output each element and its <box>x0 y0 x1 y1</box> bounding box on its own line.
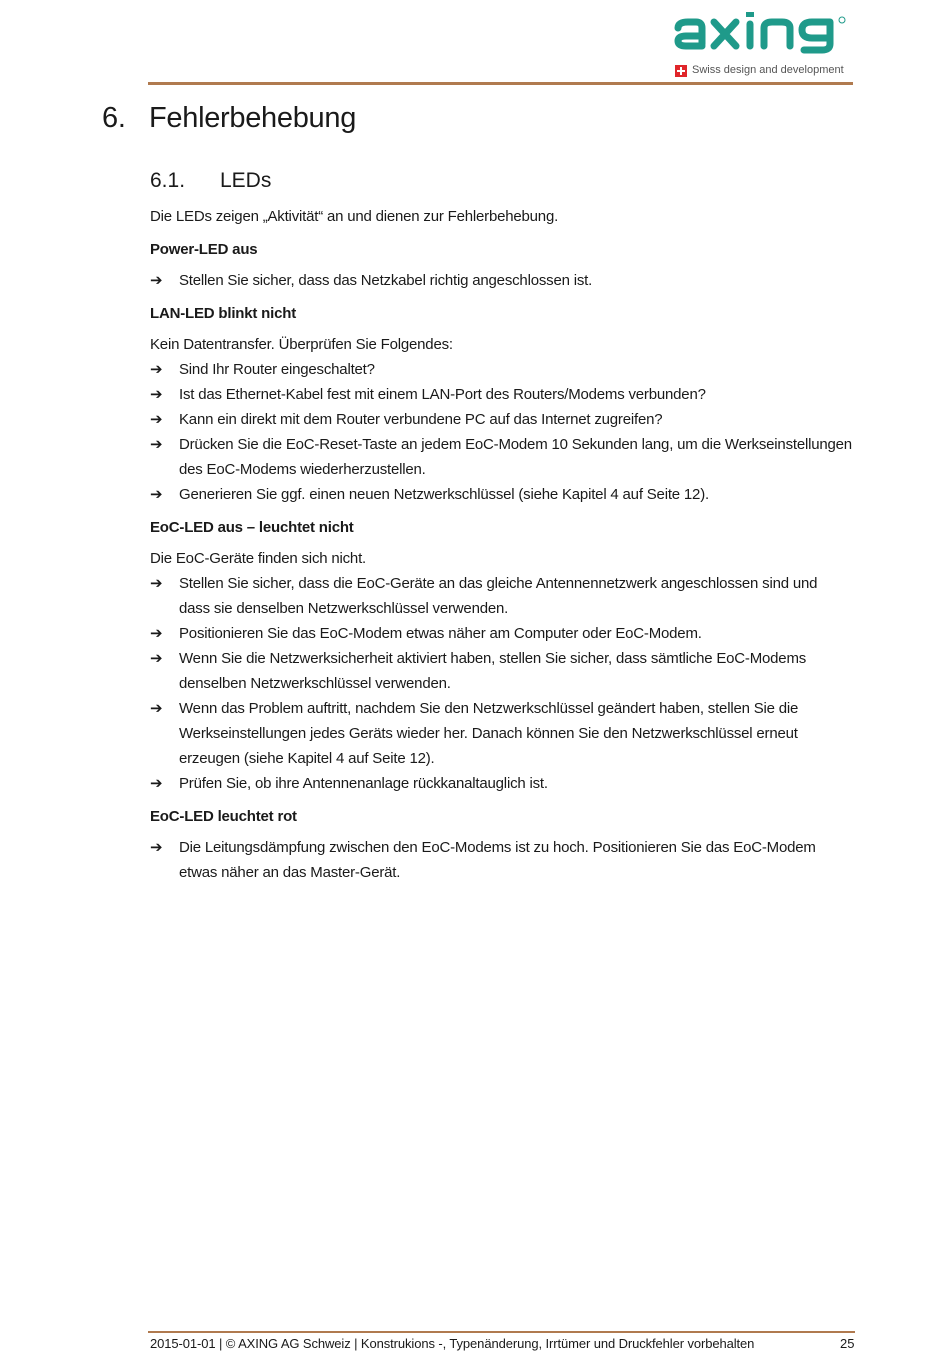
list-item: ➔ Sind Ihr Router eingeschaltet? <box>150 357 852 382</box>
section-title: LEDs <box>220 169 272 192</box>
subheading-power-led: Power-LED aus <box>150 241 258 258</box>
list-item: ➔ Prüfen Sie, ob ihre Antennenanlage rückkanaltauglich ist. <box>150 771 852 796</box>
section-heading <box>150 169 271 193</box>
arrow-right-icon: ➔ <box>150 436 163 453</box>
chapter-title: Fehlerbehebung <box>149 102 357 134</box>
arrow-right-icon: ➔ <box>150 575 163 592</box>
arrow-right-icon: ➔ <box>150 700 163 717</box>
list-item: ➔ Wenn das Problem auftritt, nachdem Sie den Netzwerkschlüssel geändert haben, stellen Sie die Werkseinstellungen jedes Geräts wieder her. Danach können Sie den Netzwerkschlüssel erneut erzeugen (siehe Kapitel 4 auf Seite 12). <box>150 696 852 771</box>
subheading-eoc-led-red: EoC-LED leuchtet rot <box>150 808 297 825</box>
company-logo <box>672 10 856 76</box>
arrow-right-icon: ➔ <box>150 361 163 378</box>
arrow-right-icon: ➔ <box>150 486 163 503</box>
arrow-right-icon: ➔ <box>150 411 163 428</box>
arrow-right-icon: ➔ <box>150 386 163 403</box>
arrow-right-icon: ➔ <box>150 650 163 667</box>
page-number: 25 <box>840 1336 855 1351</box>
list-item: ➔ Ist das Ethernet-Kabel fest mit einem LAN-Port des Routers/Modems verbunden? <box>150 382 852 407</box>
intro-paragraph: Die LEDs zeigen „Aktivität“ an und dienen zur Fehlerbehebung. <box>150 208 559 225</box>
list-item: ➔ Stellen Sie sicher, dass das Netzkabel richtig angeschlossen ist. <box>150 268 852 293</box>
chapter-heading <box>102 102 356 135</box>
axing-logo-wordmark <box>672 10 856 54</box>
bullet-list-power-led <box>150 268 852 293</box>
lead-lan-led: Kein Datentransfer. Überprüfen Sie Folgendes: <box>150 336 453 353</box>
swiss-flag-icon <box>675 65 687 77</box>
list-item: ➔ Wenn Sie die Netzwerksicherheit aktiviert haben, stellen Sie sicher, dass sämtliche EoC-Modems denselben Netzwerkschlüssel verwenden. <box>150 646 852 696</box>
list-item: ➔ Positionieren Sie das EoC-Modem etwas näher am Computer oder EoC-Modem. <box>150 621 852 646</box>
footer-text: 2015-01-01 | © AXING AG Schweiz | Konstrukions -, Typenänderung, Irrtümer und Druckfehler vorbehalten <box>150 1336 755 1351</box>
header-rule <box>148 82 853 85</box>
bullet-list-lan-led <box>150 357 852 507</box>
lead-eoc-led-off: Die EoC-Geräte finden sich nicht. <box>150 550 367 567</box>
bullet-list-eoc-led-off <box>150 571 852 796</box>
list-item: ➔ Stellen Sie sicher, dass die EoC-Geräte an das gleiche Antennennetzwerk angeschlossen sind und dass sie denselben Netzwerkschlüssel verwenden. <box>150 571 852 621</box>
chapter-number: 6. <box>102 102 126 134</box>
subheading-eoc-led-off: EoC-LED aus – leuchtet nicht <box>150 519 354 536</box>
arrow-right-icon: ➔ <box>150 272 163 289</box>
list-item: ➔ Die Leitungsdämpfung zwischen den EoC-Modems ist zu hoch. Positionieren Sie das EoC-Modem etwas näher an das Master-Gerät. <box>150 835 852 885</box>
arrow-right-icon: ➔ <box>150 775 163 792</box>
list-item: ➔ Generieren Sie ggf. einen neuen Netzwerkschlüssel (siehe Kapitel 4 auf Seite 12). <box>150 482 852 507</box>
body-content <box>150 204 852 885</box>
list-item: ➔ Drücken Sie die EoC-Reset-Taste an jedem EoC-Modem 10 Sekunden lang, um die Werkseinstellungen des EoC-Modems wiederherzustellen. <box>150 432 852 482</box>
list-item: ➔ Kann ein direkt mit dem Router verbundene PC auf das Internet zugreifen? <box>150 407 852 432</box>
arrow-right-icon: ➔ <box>150 839 163 856</box>
subheading-lan-led: LAN-LED blinkt nicht <box>150 305 296 322</box>
arrow-right-icon: ➔ <box>150 625 163 642</box>
logo-tagline: Swiss design and development <box>692 64 844 76</box>
section-number: 6.1. <box>150 169 186 192</box>
footer-rule <box>148 1331 855 1333</box>
bullet-list-eoc-led-red <box>150 835 852 885</box>
